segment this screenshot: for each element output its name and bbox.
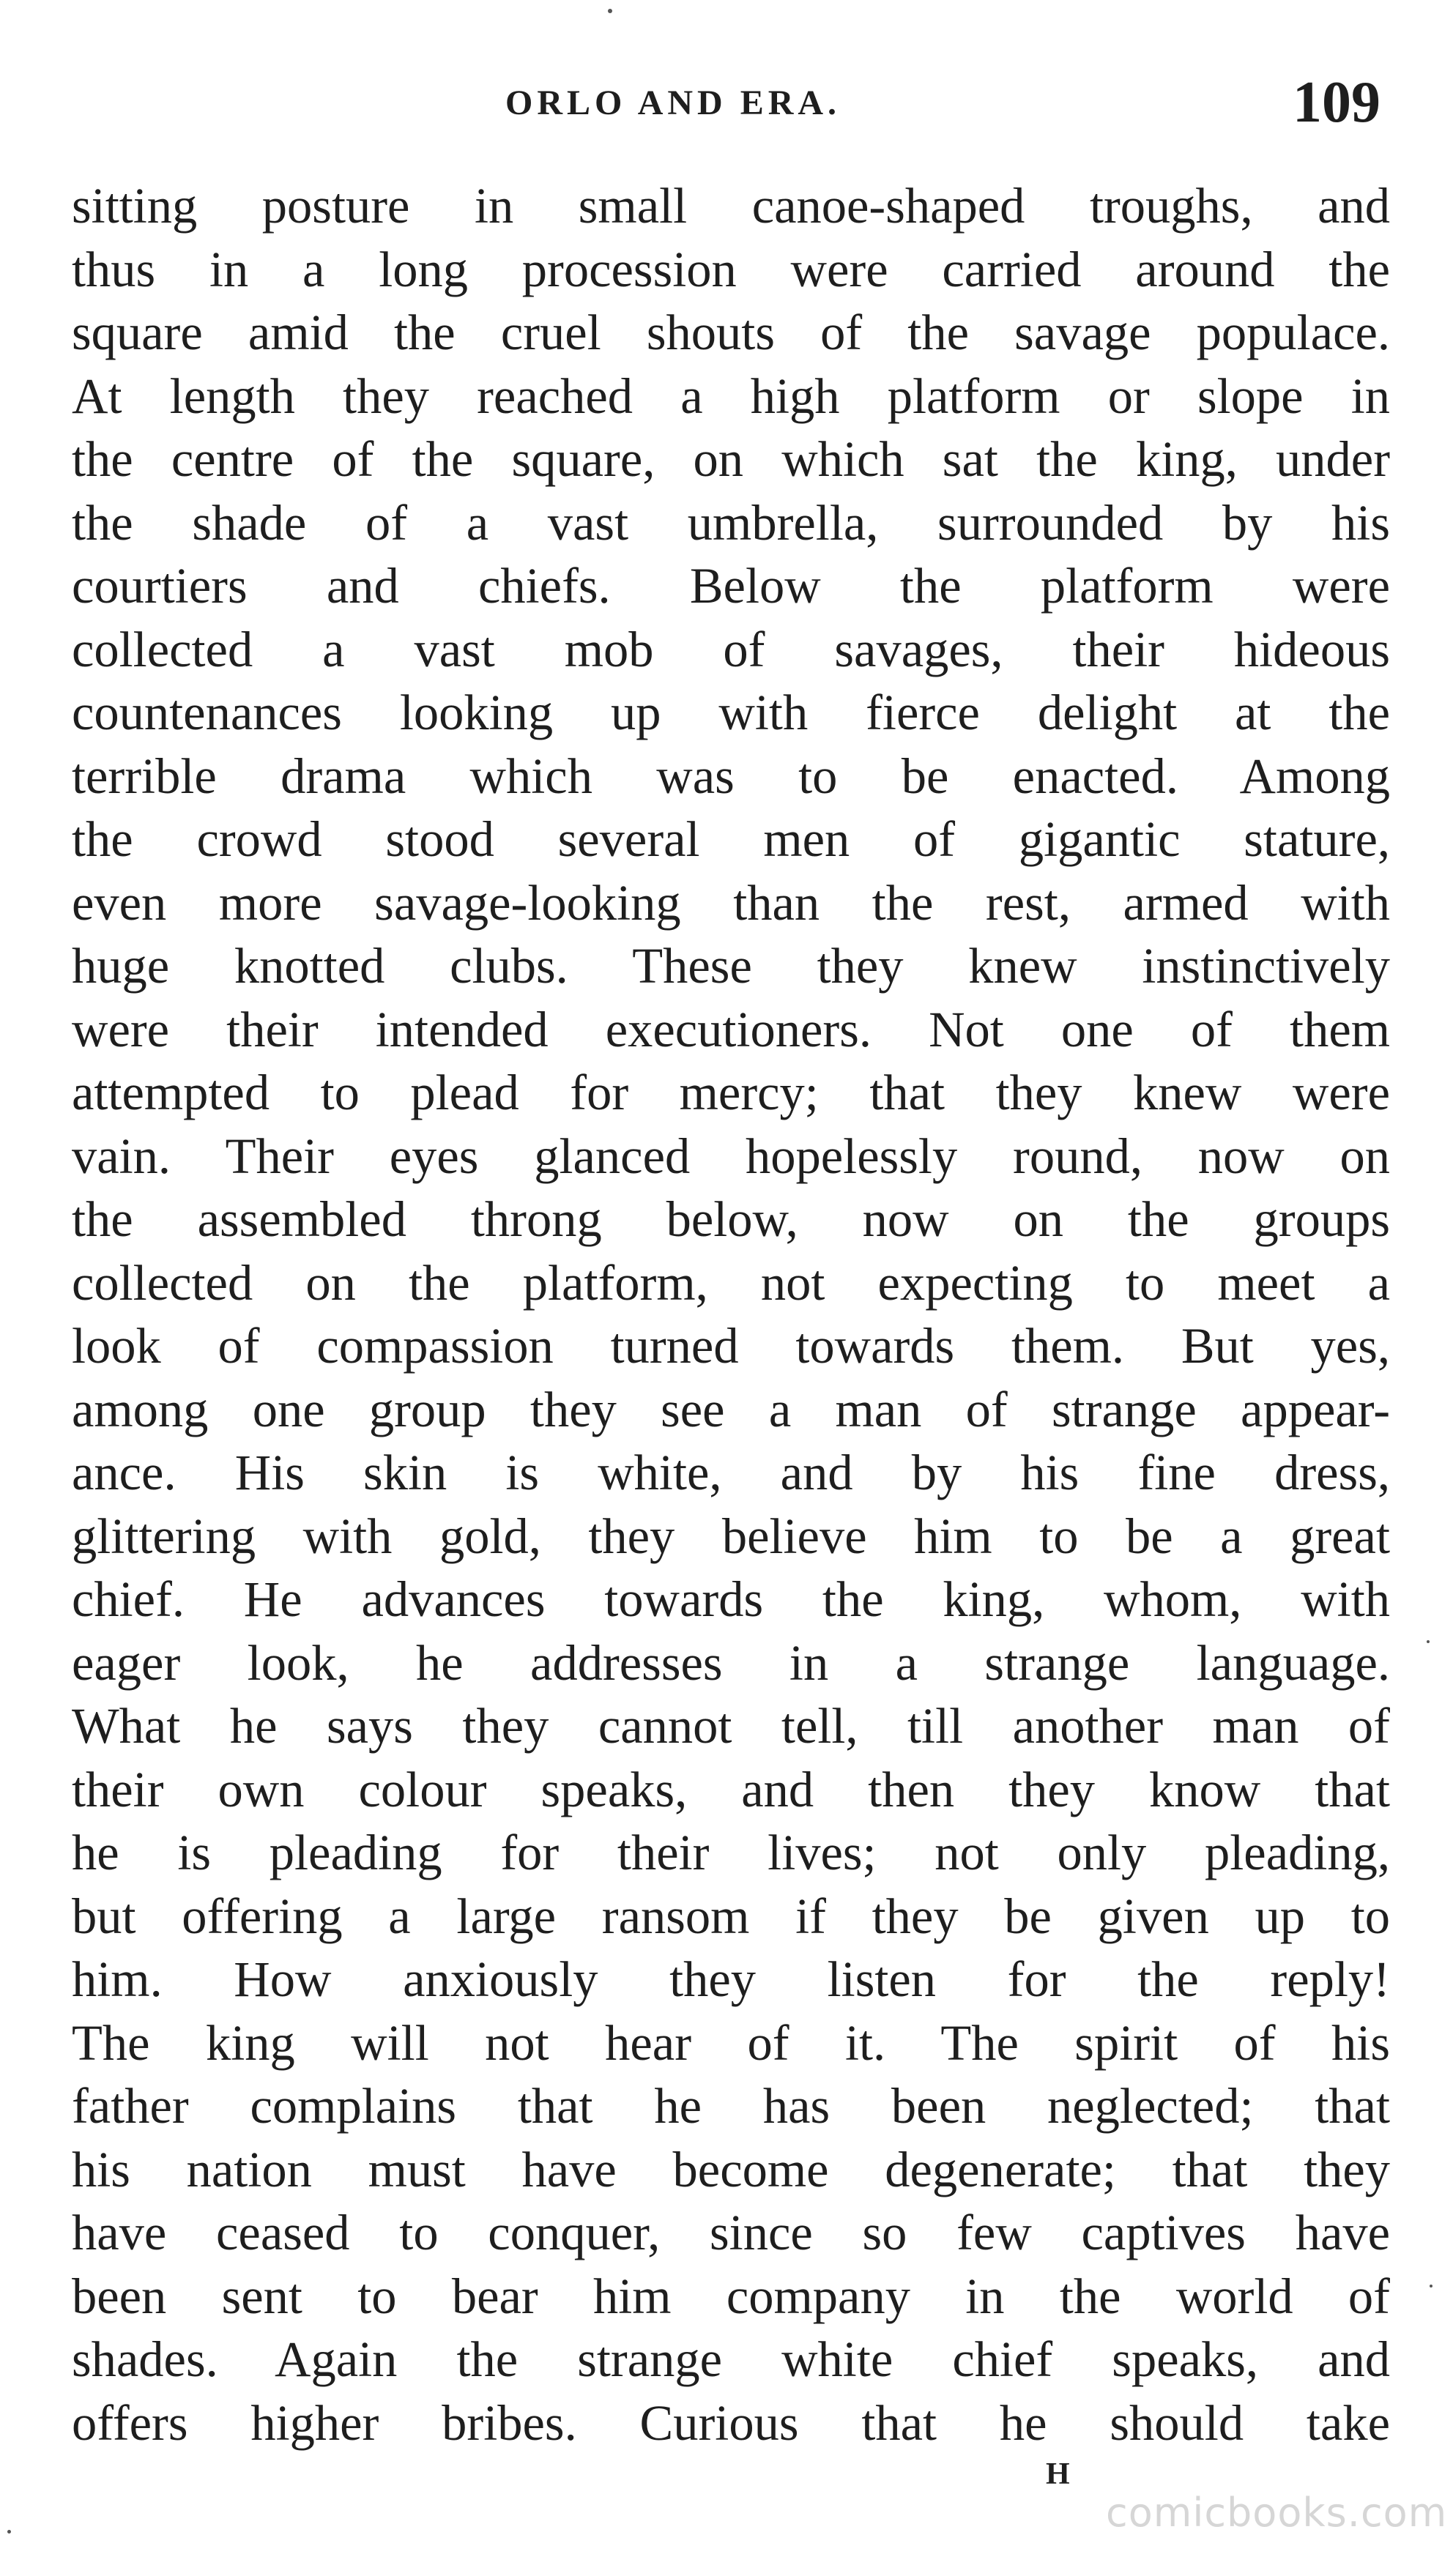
text-line: What he says they cannot tell, till another man of — [72, 1698, 1390, 1754]
text-line: even more savage-looking than the rest, armed with — [72, 874, 1390, 931]
text-line: the assembled throng below, now on the groups — [72, 1191, 1390, 1247]
text-line: been sent to bear him company in the world of — [72, 2268, 1390, 2324]
text-line: father complains that he has been neglected; that — [72, 2078, 1390, 2134]
text-line: collected a vast mob of savages, their hideous — [72, 621, 1390, 677]
page-header — [0, 70, 1453, 135]
text-line: sitting posture in small canoe-shaped troughs, and — [72, 178, 1390, 234]
text-line: the crowd stood several men of gigantic stature, — [72, 811, 1390, 867]
text-line: have ceased to conquer, since so few captives have — [72, 2205, 1390, 2260]
text-line: their own colour speaks, and then they know that — [72, 1761, 1390, 1817]
text-line: thus in a long procession were carried around the — [72, 241, 1390, 297]
text-line: countenances looking up with fierce delight at the — [72, 685, 1390, 740]
text-line: he is pleading for their lives; not only pleading, — [72, 1825, 1390, 1880]
text-line: his nation must have become degenerate; that they — [72, 2141, 1390, 2197]
signature-mark: H — [1046, 2457, 1070, 2491]
text-line: him. How anxiously they listen for the reply! — [72, 1951, 1390, 2007]
ink-speck — [1430, 2285, 1432, 2287]
text-line: collected on the platform, not expecting to meet a — [72, 1254, 1390, 1311]
text-line: terrible drama which was to be enacted. Among — [72, 748, 1390, 804]
ink-speck — [1427, 1640, 1430, 1643]
text-line: the shade of a vast umbrella, surrounded by his — [72, 494, 1390, 551]
text-line: courtiers and chiefs. Below the platform were — [72, 558, 1390, 614]
running-title: ORLO AND ERA. — [505, 83, 841, 122]
text-line: chief. He advances towards the king, whom, with — [72, 1571, 1390, 1627]
text-line: look of compassion turned towards them. But yes, — [72, 1318, 1390, 1374]
text-line: vain. Their eyes glanced hopelessly round, now on — [72, 1128, 1390, 1184]
text-line: were their intended executioners. Not one of them — [72, 1001, 1390, 1057]
body-text — [72, 174, 1390, 2454]
text-line: ance. His skin is white, and by his fine dress, — [72, 1445, 1390, 1500]
page-number: 109 — [1293, 70, 1380, 135]
text-line: square amid the cruel shouts of the savage populace. — [72, 305, 1390, 360]
text-line: offers higher bribes. Curious that he should take — [72, 2394, 1390, 2451]
text-line: The king will not hear of it. The spirit of his — [72, 2014, 1390, 2071]
text-line: the centre of the square, on which sat the king, under — [72, 431, 1390, 487]
text-line: At length they reached a high platform or slope in — [72, 368, 1390, 424]
watermark: comicbooks.com — [1106, 2490, 1448, 2536]
ink-speck — [7, 2530, 11, 2534]
text-line: attempted to plead for mercy; that they knew were — [72, 1065, 1390, 1120]
text-line: but offering a large ransom if they be given up to — [72, 1888, 1390, 1944]
ink-speck — [608, 9, 612, 13]
text-line: shades. Again the strange white chief speaks, and — [72, 2331, 1390, 2387]
text-line: huge knotted clubs. These they knew instinctively — [72, 938, 1390, 994]
text-line: glittering with gold, they believe him to be a great — [72, 1508, 1390, 1564]
text-line: among one group they see a man of strange appear- — [72, 1381, 1390, 1437]
text-line: eager look, he addresses in a strange language. — [72, 1634, 1390, 1691]
